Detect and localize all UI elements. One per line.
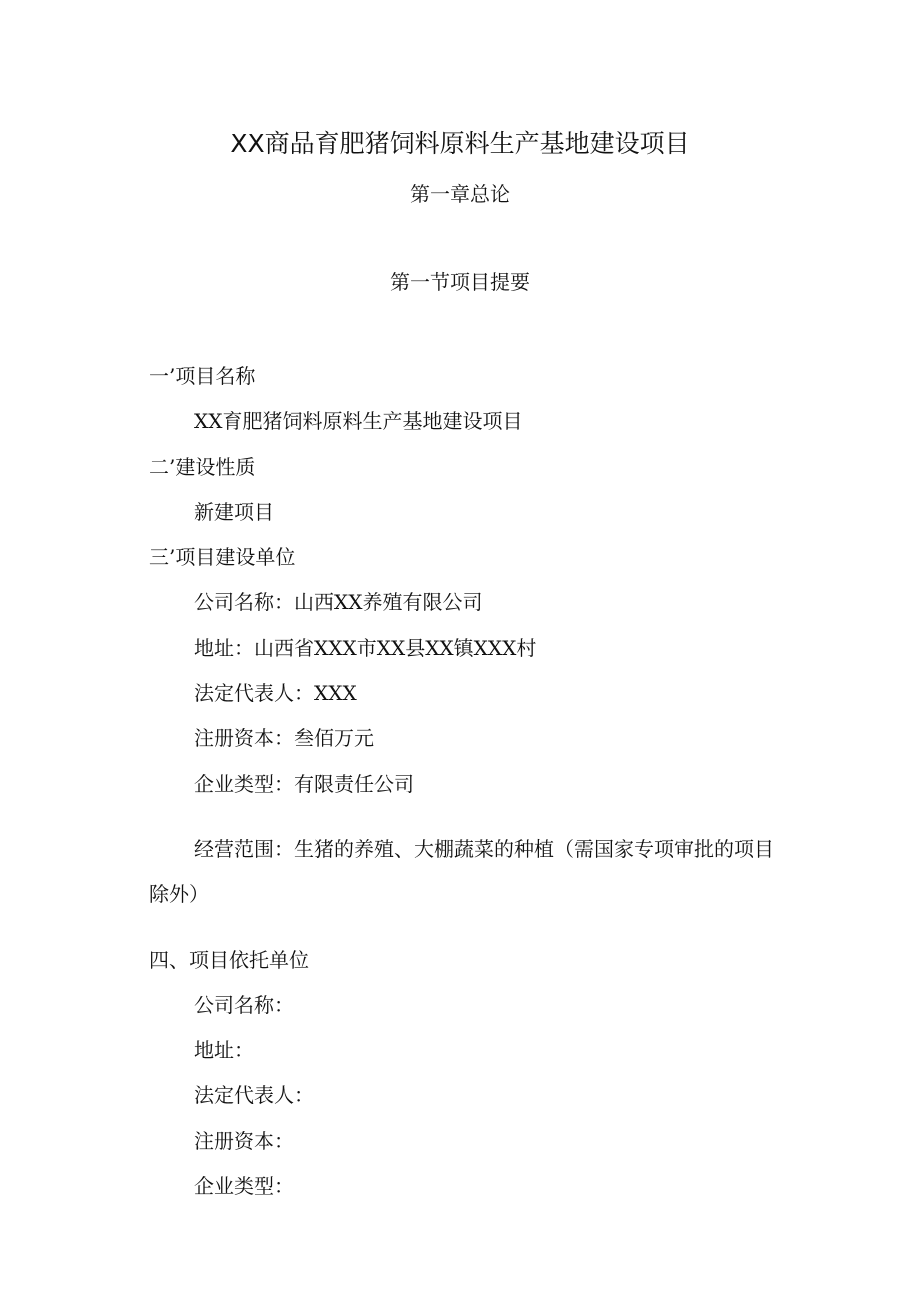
support-company-name: 公司名称： — [194, 992, 294, 1017]
chapter-title: 第一章总论 — [410, 182, 510, 206]
document-title: XX商品育肥猪饲料原料生产基地建设项目 — [230, 129, 690, 158]
heading-project-name: 一’项目名称 — [149, 364, 256, 388]
unit-legal-representative: 法定代表人：XXX — [194, 681, 357, 706]
construction-nature-value: 新建项目 — [194, 499, 274, 524]
unit-company-name: 公司名称：山西XX养殖有限公司 — [194, 590, 483, 615]
unit-address: 地址：山西省XXX市XX县XX镇XXX村 — [194, 635, 537, 660]
support-registered-capital: 注册资本： — [194, 1128, 294, 1153]
unit-registered-capital: 注册资本：叁佰万元 — [194, 726, 374, 751]
unit-business-scope: 经营范围：生猪的养殖、大棚蔬菜的种植（需国家专项审批的项目除外） — [149, 836, 774, 907]
heading-construction-unit: 三’项目建设单位 — [149, 545, 296, 570]
project-name-value: XX育肥猪饲料原料生产基地建设项目 — [194, 409, 523, 434]
support-legal-representative: 法定代表人： — [194, 1083, 314, 1108]
document-body — [149, 354, 789, 1209]
support-enterprise-type: 企业类型： — [194, 1174, 294, 1199]
support-address: 地址： — [194, 1038, 254, 1063]
section-title: 第一节项目提要 — [390, 270, 530, 294]
unit-enterprise-type: 企业类型：有限责任公司 — [194, 771, 414, 796]
heading-construction-nature: 二’建设性质 — [149, 454, 256, 479]
heading-supporting-unit: 四、项目依托单位 — [149, 947, 309, 972]
